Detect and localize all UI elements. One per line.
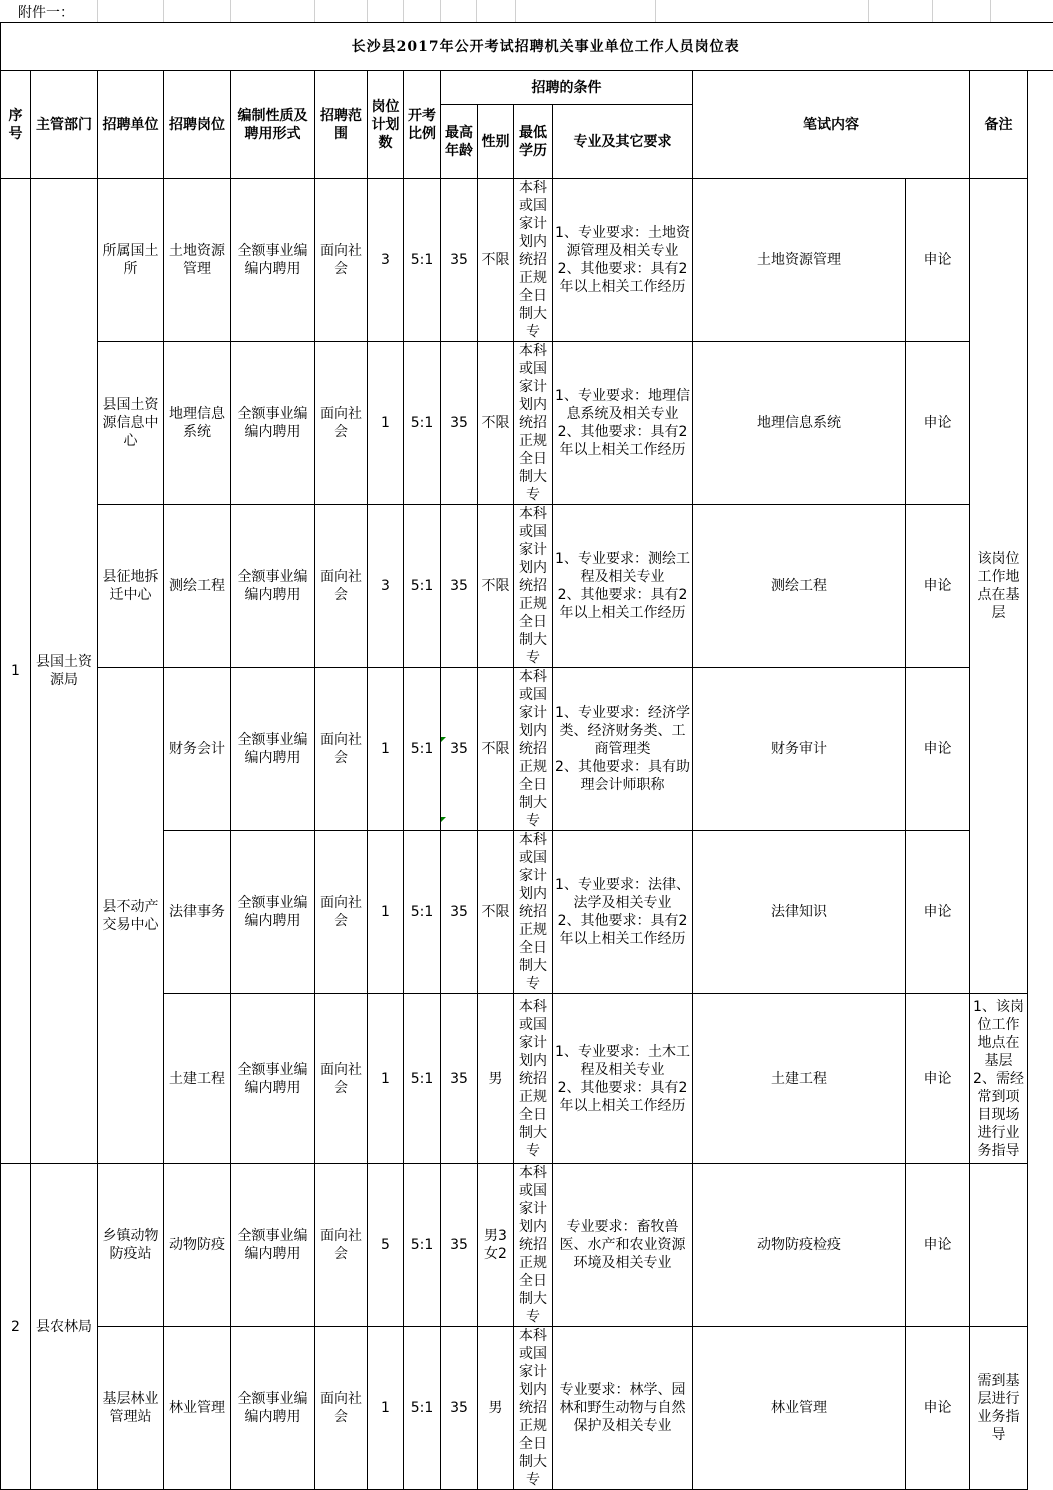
header-unit: 招聘单位	[98, 71, 164, 179]
exam-subject-cell: 测绘工程	[693, 505, 906, 668]
header-count: 岗位计划数	[368, 71, 404, 179]
header-post: 招聘岗位	[164, 71, 231, 179]
table-row	[1, 505, 1053, 668]
gridline	[932, 0, 933, 22]
scope-cell: 面向社会	[315, 1164, 368, 1327]
age-cell: 35	[441, 505, 478, 668]
scope-cell: 面向社会	[315, 179, 368, 342]
exam-paper-cell: 申论	[906, 1327, 970, 1490]
header-conditions: 招聘的条件	[441, 71, 693, 105]
table-row	[1, 342, 1053, 505]
scope-cell: 面向社会	[315, 668, 368, 831]
gridline	[314, 0, 315, 22]
page-title: 长沙县2017年公开考试招聘机关事业单位工作人员岗位表	[1, 23, 1053, 71]
header-major: 专业及其它要求	[553, 105, 693, 179]
gridline	[990, 0, 991, 22]
gender-cell: 不限	[478, 668, 514, 831]
nature-cell: 全额事业编编内聘用	[231, 505, 315, 668]
scope-cell: 面向社会	[315, 505, 368, 668]
exam-subject-cell: 林业管理	[693, 1327, 906, 1490]
gender-cell: 男3女2	[478, 1164, 514, 1327]
header-nature: 编制性质及聘用形式	[231, 71, 315, 179]
recruitment-table	[0, 22, 1053, 1490]
major-cell: 专业要求：畜牧兽医、水产和农业资源环境及相关专业	[553, 1164, 693, 1327]
age-cell: 35	[441, 668, 478, 831]
table-row	[1, 668, 1053, 831]
ratio-cell: 5:1	[404, 342, 441, 505]
attachment-label: 附件一：	[18, 2, 74, 22]
ratio-cell: 5:1	[404, 1164, 441, 1327]
major-cell: 1、专业要求：土地资源管理及相关专业 2、其他要求：具有2年以上相关工作经历	[553, 179, 693, 342]
header-age: 最高年龄	[441, 105, 478, 179]
gender-cell: 不限	[478, 179, 514, 342]
exam-paper-cell: 申论	[906, 1164, 970, 1327]
major-cell: 1、专业要求：经济学类、经济财务类、工商管理类 2、其他要求：具有助理会计师职称	[553, 668, 693, 831]
exam-subject-cell: 土建工程	[693, 994, 906, 1164]
post-cell: 土建工程	[164, 994, 231, 1164]
nature-cell: 全额事业编编内聘用	[231, 994, 315, 1164]
gridline	[403, 0, 404, 22]
age-cell: 35	[441, 342, 478, 505]
scope-cell: 面向社会	[315, 1327, 368, 1490]
header-ratio: 开考比例	[404, 71, 441, 179]
remark-cell: 需到基层进行业务指导	[970, 1327, 1028, 1490]
post-cell: 地理信息系统	[164, 342, 231, 505]
count-cell: 5	[368, 1164, 404, 1327]
seq-cell: 1	[1, 179, 31, 1164]
major-cell: 1、专业要求：地理信息系统及相关专业 2、其他要求：具有2年以上相关工作经历	[553, 342, 693, 505]
count-cell: 1	[368, 342, 404, 505]
education-cell: 本科或国家计划内统招正规全日制大专	[514, 994, 553, 1164]
post-cell: 测绘工程	[164, 505, 231, 668]
post-cell: 林业管理	[164, 1327, 231, 1490]
count-cell: 1	[368, 668, 404, 831]
exam-subject-cell: 财务审计	[693, 668, 906, 831]
major-cell: 1、专业要求：法律、法学及相关专业 2、其他要求：具有2年以上相关工作经历	[553, 831, 693, 994]
header-remark: 备注	[970, 71, 1028, 179]
remark-cell-empty	[970, 1164, 1028, 1327]
ratio-cell: 5:1	[404, 505, 441, 668]
scope-cell: 面向社会	[315, 831, 368, 994]
gender-cell: 不限	[478, 342, 514, 505]
nature-cell: 全额事业编编内聘用	[231, 179, 315, 342]
remark-cell: 该岗位工作地点在基层	[970, 179, 1028, 994]
education-cell: 本科或国家计划内统招正规全日制大专	[514, 831, 553, 994]
scope-cell: 面向社会	[315, 994, 368, 1164]
count-cell: 1	[368, 1327, 404, 1490]
gender-cell: 男	[478, 1327, 514, 1490]
exam-subject-cell: 土地资源管理	[693, 179, 906, 342]
age-cell: 35	[441, 831, 478, 994]
gridline	[515, 0, 516, 22]
gender-cell: 不限	[478, 505, 514, 668]
gridline	[367, 0, 368, 22]
remark-cell: 1、该岗位工作地点在基层 2、需经常到项目现场进行业务指导	[970, 994, 1028, 1164]
attachment-bar	[0, 0, 1053, 23]
gridline	[230, 0, 231, 22]
nature-cell: 全额事业编编内聘用	[231, 1164, 315, 1327]
count-cell: 3	[368, 505, 404, 668]
nature-cell: 全额事业编编内聘用	[231, 668, 315, 831]
cell-indicator	[441, 737, 446, 742]
dept-cell: 县国土资源局	[31, 179, 98, 1164]
age-cell: 35	[441, 1164, 478, 1327]
major-cell: 专业要求：林学、园林和野生动物与自然保护及相关专业	[553, 1327, 693, 1490]
gridline	[97, 0, 98, 22]
nature-cell: 全额事业编编内聘用	[231, 342, 315, 505]
nature-cell: 全额事业编编内聘用	[231, 831, 315, 994]
nature-cell: 全额事业编编内聘用	[231, 1327, 315, 1490]
header-exam: 笔试内容	[693, 71, 970, 179]
exam-paper-cell: 申论	[906, 831, 970, 994]
exam-subject-cell: 地理信息系统	[693, 342, 906, 505]
exam-paper-cell: 申论	[906, 668, 970, 831]
scope-cell: 面向社会	[315, 342, 368, 505]
education-cell: 本科或国家计划内统招正规全日制大专	[514, 505, 553, 668]
gridline	[868, 0, 869, 22]
table-row	[1, 1327, 1053, 1490]
table-row	[1, 1164, 1053, 1327]
gridline	[476, 0, 477, 22]
header-seq: 序号	[1, 71, 31, 179]
age-cell: 35	[441, 1327, 478, 1490]
post-cell: 土地资源管理	[164, 179, 231, 342]
major-cell: 1、专业要求：测绘工程及相关专业 2、其他要求：具有2年以上相关工作经历	[553, 505, 693, 668]
education-cell: 本科或国家计划内统招正规全日制大专	[514, 179, 553, 342]
gridline	[163, 0, 164, 22]
table-row	[1, 179, 1053, 342]
exam-paper-cell: 申论	[906, 994, 970, 1164]
count-cell: 1	[368, 831, 404, 994]
count-cell: 1	[368, 994, 404, 1164]
unit-cell: 乡镇动物防疫站	[98, 1164, 164, 1327]
ratio-cell: 5:1	[404, 1327, 441, 1490]
header-education: 最低学历	[514, 105, 553, 179]
major-cell: 1、专业要求：土木工程及相关专业 2、其他要求：具有2年以上相关工作经历	[553, 994, 693, 1164]
ratio-cell: 5:1	[404, 179, 441, 342]
dept-cell: 县农林局	[31, 1164, 98, 1490]
unit-cell: 所属国土所	[98, 179, 164, 342]
unit-cell: 县不动产交易中心	[98, 668, 164, 1164]
gender-cell: 男	[478, 994, 514, 1164]
seq-cell: 2	[1, 1164, 31, 1490]
ratio-cell: 5:1	[404, 994, 441, 1164]
gridline	[655, 0, 656, 22]
gender-cell: 不限	[478, 831, 514, 994]
header-scope: 招聘范围	[315, 71, 368, 179]
exam-subject-cell: 动物防疫检疫	[693, 1164, 906, 1327]
header-dept: 主管部门	[31, 71, 98, 179]
education-cell: 本科或国家计划内统招正规全日制大专	[514, 1164, 553, 1327]
unit-cell: 县国土资源信息中心	[98, 342, 164, 505]
header-gender: 性别	[478, 105, 514, 179]
exam-subject-cell: 法律知识	[693, 831, 906, 994]
post-cell: 财务会计	[164, 668, 231, 831]
education-cell: 本科或国家计划内统招正规全日制大专	[514, 668, 553, 831]
education-cell: 本科或国家计划内统招正规全日制大专	[514, 342, 553, 505]
ratio-cell: 5:1	[404, 831, 441, 994]
ratio-cell: 5:1	[404, 668, 441, 831]
exam-paper-cell: 申论	[906, 505, 970, 668]
exam-paper-cell: 申论	[906, 179, 970, 342]
age-cell: 35	[441, 994, 478, 1164]
unit-cell: 县征地拆迁中心	[98, 505, 164, 668]
gridline	[440, 0, 441, 22]
post-cell: 法律事务	[164, 831, 231, 994]
education-cell: 本科或国家计划内统招正规全日制大专	[514, 1327, 553, 1490]
unit-cell: 基层林业管理站	[98, 1327, 164, 1490]
age-cell: 35	[441, 179, 478, 342]
cell-indicator	[441, 817, 446, 822]
post-cell: 动物防疫	[164, 1164, 231, 1327]
count-cell: 3	[368, 179, 404, 342]
exam-paper-cell: 申论	[906, 342, 970, 505]
